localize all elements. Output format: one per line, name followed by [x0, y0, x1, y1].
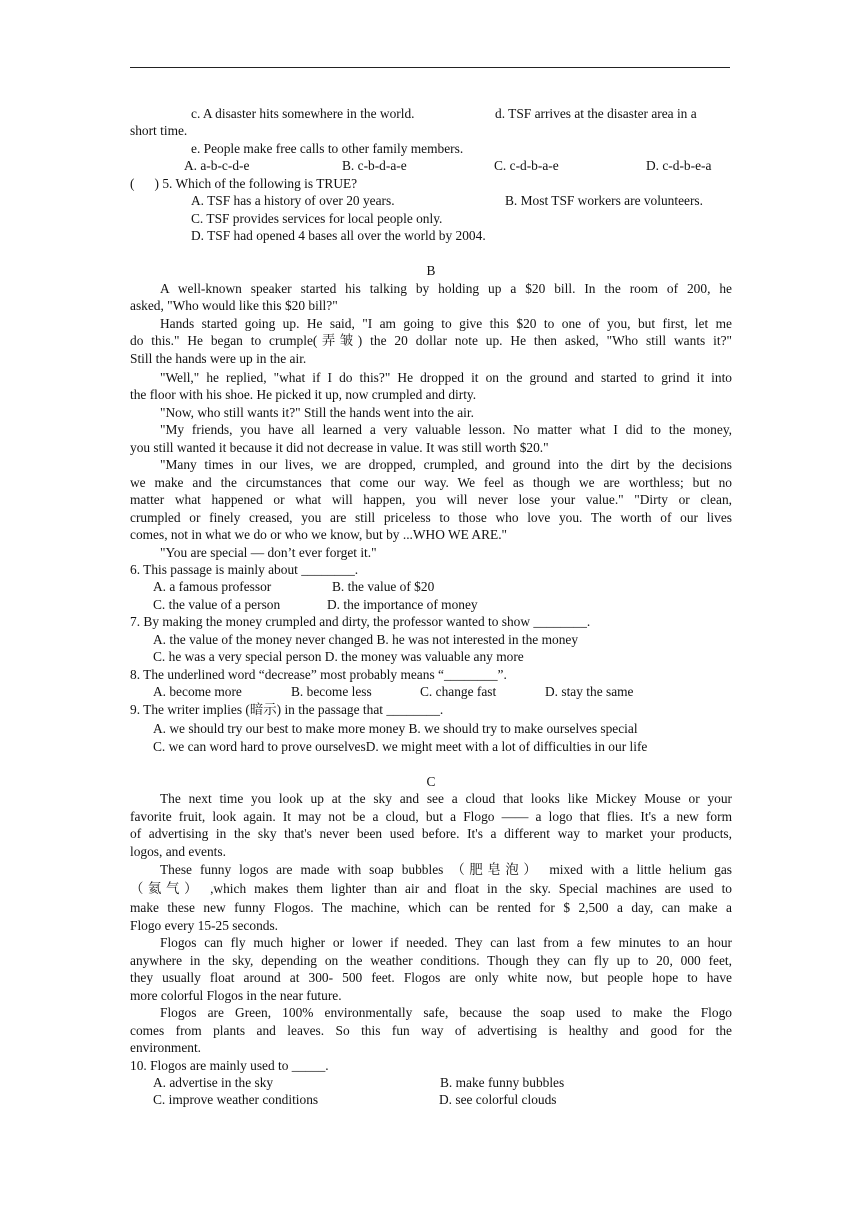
q4-item-e: e. People make free calls to other family members. [191, 141, 464, 156]
q10-stem: 10. Flogos are mainly used to _____. [130, 1058, 329, 1073]
q4-option-a[interactable]: A. a-b-c-d-e [184, 158, 250, 173]
passage-b-line: "Now, who still wants it?" Still the hands went into the air. [160, 405, 474, 420]
passage-b-line: crumpled or finely creased, you are still priceless to those who love you. The worth of our lives [130, 510, 732, 525]
q8-option-d[interactable]: D. stay the same [545, 684, 634, 699]
passage-b-line: Hands started going up. He said, "I am going to give this $20 to one of you, but first, let me [160, 316, 732, 331]
passage-c-line: make these new funny Flogos. The machine, which can be rented for $ 2,500 a day, can make a [130, 900, 732, 915]
passage-c-line: more colorful Flogos in the near future. [130, 988, 342, 1003]
passage-c-line: These funny logos are made with soap bubbles （肥皂泡） mixed with a little helium gas [160, 862, 732, 877]
q4-item-c: c. A disaster hits somewhere in the world. [191, 106, 415, 121]
passage-c-line: Flogos can fly much higher or lower if needed. They can last from a few minutes to an hour [160, 935, 732, 950]
passage-c-line: of advertising in the sky that's never been used before. It's a different way to market your products, [130, 826, 732, 841]
passage-c-line: logos, and events. [130, 844, 226, 859]
passage-b-line: comes, not in what we do or who we know, but by ...WHO WE ARE." [130, 527, 508, 542]
q8-option-b[interactable]: B. become less [291, 684, 372, 699]
q4-option-b[interactable]: B. c-b-d-a-e [342, 158, 407, 173]
passage-b-heading: B [426, 263, 436, 278]
passage-b-line: Still the hands were up in the air. [130, 351, 307, 366]
passage-b-line: do this." He began to crumple(弄皱) the 20 dollar note up. He then asked, "Who still wants it?" [130, 333, 732, 348]
passage-c-line: environment. [130, 1040, 202, 1055]
passage-c-line: they usually float around at 300- 500 feet. Flogos are only white now, but people hope to have [130, 970, 732, 985]
q5-option-a[interactable]: A. TSF has a history of over 20 years. [191, 193, 395, 208]
q5-option-d[interactable]: D. TSF had opened 4 bases all over the world by 2004. [191, 228, 486, 243]
q10-option-b[interactable]: B. make funny bubbles [440, 1075, 565, 1090]
q6-option-a[interactable]: A. a famous professor [153, 579, 272, 594]
q6-option-d[interactable]: D. the importance of money [327, 597, 478, 612]
q5-option-b[interactable]: B. Most TSF workers are volunteers. [505, 193, 703, 208]
passage-b-line: we make and the circumstances that come our way. We feel as though we are worthless; but no [130, 475, 732, 490]
q6-option-b[interactable]: B. the value of $20 [332, 579, 435, 594]
header-rule [130, 67, 730, 68]
q4-item-d-continued: short time. [130, 123, 188, 138]
q5-option-c[interactable]: C. TSF provides services for local people only. [191, 211, 443, 226]
passage-c-line: favorite fruit, look again. It may not be a cloud, but a Flogo —— a logo that flies. It's a new form [130, 809, 732, 824]
passage-c-line: （氦气） ,which makes them lighter than air and float in the sky. Special machines are used to [130, 881, 732, 896]
q4-option-d[interactable]: D. c-d-b-e-a [646, 158, 712, 173]
passage-b-line: "Many times in our lives, we are dropped, crumpled, and ground into the dirt by the decisions [160, 457, 732, 472]
passage-c-line: Flogos are Green, 100% environmentally safe, because the soap used to make the Flogo [160, 1005, 732, 1020]
q5-stem: ( ) 5. Which of the following is TRUE? [130, 176, 358, 191]
q4-option-c[interactable]: C. c-d-b-a-e [494, 158, 559, 173]
passage-c-line: Flogo every 15-25 seconds. [130, 918, 279, 933]
q6-stem: 6. This passage is mainly about ________. [130, 562, 359, 577]
q7-options-cd[interactable]: C. he was a very special person D. the money was valuable any more [153, 649, 524, 664]
passage-c-line: anywhere in the sky, depending on the weather conditions. Though they can fly up to 20, 000 feet, [130, 953, 732, 968]
passage-c-heading: C [426, 774, 436, 789]
q9-options-ab[interactable]: A. we should try our best to make more money B. we should try to make ourselves special [153, 721, 638, 736]
q7-stem: 7. By making the money crumpled and dirty, the professor wanted to show ________. [130, 614, 591, 629]
q10-option-d[interactable]: D. see colorful clouds [439, 1092, 557, 1107]
passage-b-line: "You are special — don’t ever forget it." [160, 545, 377, 560]
q9-stem: 9. The writer implies (暗示) in the passage that ________. [130, 702, 444, 717]
passage-b-line: matter what happened or what will happen, you will never lose your value." "Dirty or clean, [130, 492, 732, 507]
q10-option-c[interactable]: C. improve weather conditions [153, 1092, 319, 1107]
passage-b-line: "My friends, you have all learned a very valuable lesson. No matter what I did to the money, [160, 422, 732, 437]
passage-c-line: comes from plants and leaves. So this fun way of advertising is healthy and good for the [130, 1023, 732, 1038]
q7-options-ab[interactable]: A. the value of the money never changed B. he was not interested in the money [153, 632, 579, 647]
passage-b-line: "Well," he replied, "what if I do this?" He dropped it on the ground and started to grind it into [160, 370, 732, 385]
q4-item-d: d. TSF arrives at the disaster area in a [495, 106, 697, 121]
q8-stem: 8. The underlined word “decrease” most probably means “________”. [130, 667, 507, 682]
q8-option-a[interactable]: A. become more [153, 684, 242, 699]
passage-b-line: asked, "Who would like this $20 bill?" [130, 298, 338, 313]
passage-b-line: A well-known speaker started his talking by holding up a $20 bill. In the room of 200, he [160, 281, 732, 296]
passage-b-line: you still wanted it because it did not decrease in value. It was still worth $20." [130, 440, 549, 455]
q6-option-c[interactable]: C. the value of a person [153, 597, 281, 612]
passage-b-line: the floor with his shoe. He picked it up, now crumpled and dirty. [130, 387, 477, 402]
q9-options-cd[interactable]: C. we can word hard to prove ourselvesD. we might meet with a lot of difficulties in our life [153, 739, 648, 754]
passage-c-line: The next time you look up at the sky and see a cloud that looks like Mickey Mouse or your [160, 791, 732, 806]
q8-option-c[interactable]: C. change fast [420, 684, 497, 699]
q10-option-a[interactable]: A. advertise in the sky [153, 1075, 274, 1090]
